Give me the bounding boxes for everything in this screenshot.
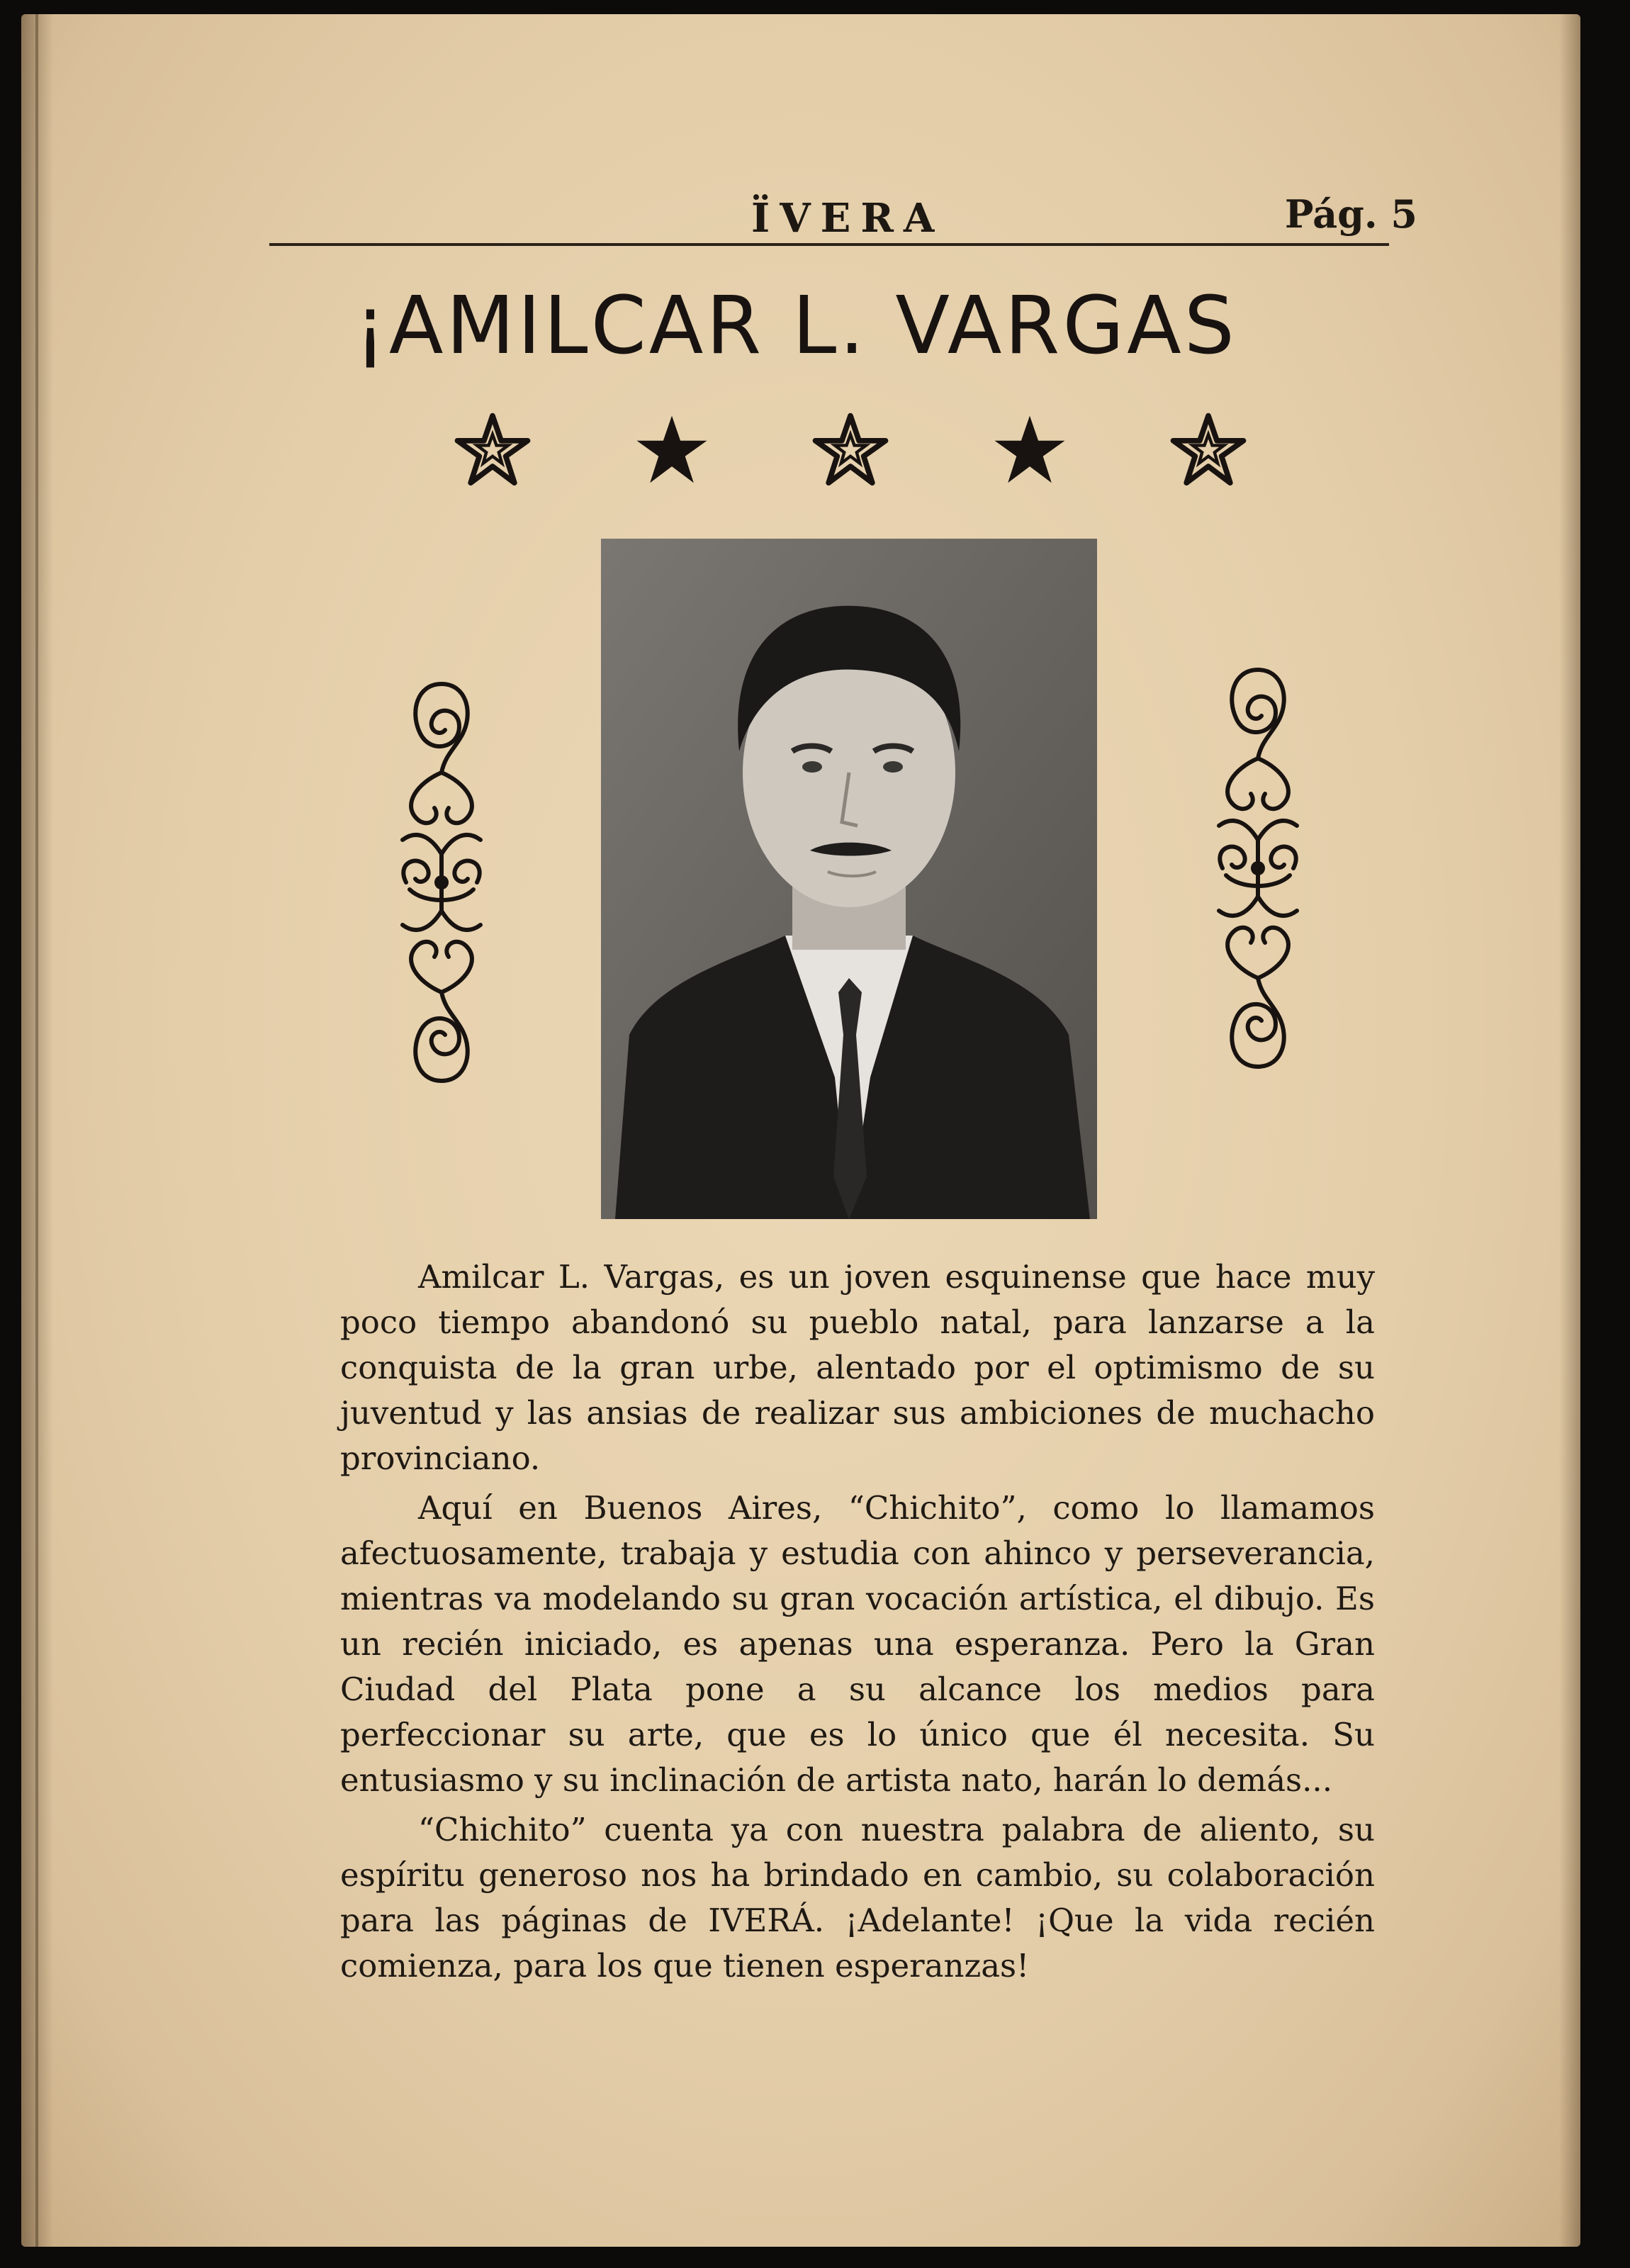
article-body <box>340 1254 1375 1993</box>
star-divider <box>454 411 1247 496</box>
binding-edge <box>35 14 38 2247</box>
paragraph: “Chichito” cuenta ya con nuestra palabra de aliento, su espíritu generoso nos ha brindado en cambio, su colaboración para las páginas de IVERÁ. ¡Adelante! ¡Que la vida recién comienza, para los que tienen esperanzas! <box>340 1811 1375 1984</box>
page-edge-shadow <box>1559 14 1580 2247</box>
outline-star-icon <box>1169 411 1247 489</box>
scroll-ornament-icon <box>1205 663 1311 1074</box>
running-header <box>291 191 1424 248</box>
page-number: Pág. 5 <box>1284 191 1417 237</box>
scroll-ornament-icon <box>388 677 495 1088</box>
solid-star-icon <box>991 411 1069 489</box>
portrait-illustration <box>601 539 1097 1219</box>
solid-star-icon <box>633 411 711 489</box>
paragraph: Amilcar L. Vargas, es un joven esquinense que hace muy poco tiempo abandonó su pueblo natal, para lanzarse a la conquista de la gran urbe, alentado por el optimismo de su juventud y las ansias de realizar sus ambiciones de muchacho provinciano. <box>340 1258 1375 1477</box>
header-rule <box>269 243 1389 246</box>
paragraph: Aquí en Buenos Aires, “Chichito”, como lo llamamos afectuosamente, trabaja y estudia con ahinco y perseverancia, mientras va modelando su gran vocación artística, el dibujo. Es un recién iniciado, es apenas una esperanza. Pero la Gran Ciudad del Plata pone a su alcance los medios para perfeccionar su arte, que es lo único que él necesita. Su entusiasmo y su inclinación de artista nato, harán lo demás... <box>340 1489 1375 1799</box>
portrait-photo <box>601 539 1097 1219</box>
outline-star-icon <box>811 411 889 489</box>
outline-star-icon <box>454 411 532 489</box>
article-title: ¡AMILCAR L. VARGAS <box>354 280 1237 372</box>
masthead: ÏVERA <box>751 195 945 242</box>
